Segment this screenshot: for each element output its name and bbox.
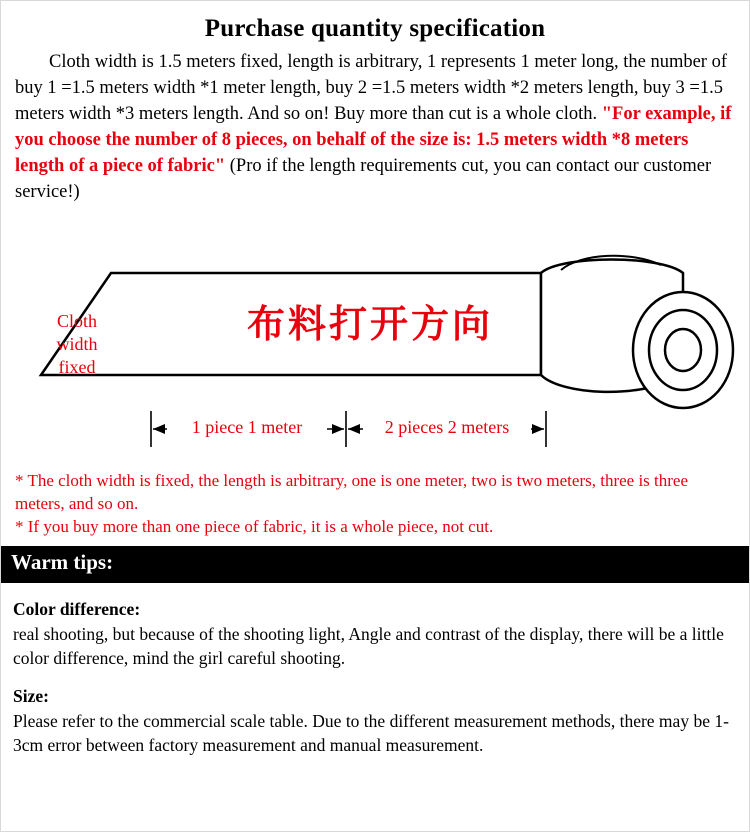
tip-body-color-difference: real shooting, but because of the shooting light, Angle and contrast of the display, there will be a little color difference, mind the girl careful shooting. <box>13 624 724 668</box>
note-line-2: * If you buy more than one piece of fabric, it is a whole piece, not cut. <box>15 517 494 536</box>
warm-tips-bar: Warm tips: <box>1 546 749 583</box>
intro-paragraph <box>1 49 749 205</box>
intro-text-part1: Cloth width is 1.5 meters fixed, length is arbitrary, 1 represents 1 meter long, the number of buy 1 =1.5 meters width *1 meter length, buy 2 =1.5 meters width *2 meters length, buy 3 =1.5 meters width *3 meters length. And so on! Buy more than cut is a whole cloth. <box>15 52 728 124</box>
cloth-width-line-1: Cloth <box>56 311 97 331</box>
page-title: Purchase quantity specification <box>204 15 546 42</box>
intro-text-part2: (Pro if the length requirements cut, you can contact our customer service!) <box>15 156 712 202</box>
tip-body-size: Please refer to the commercial scale table. Due to the different measurement methods, there may be 1-3cm error between factory measurement and manual measurement. <box>13 711 729 755</box>
measure-label-2: 2 pieces 2 meters <box>384 417 510 437</box>
arrow-left-2 <box>348 424 360 434</box>
arrow-right-2 <box>532 424 544 434</box>
intro-highlight: "For example, if you choose the number of 8 pieces, on behalf of the size is: 1.5 meters width *8 meters length of a piece of fabric" <box>15 104 732 176</box>
measure-label-1: 1 piece 1 meter <box>191 417 303 437</box>
cloth-width-line-2: width <box>56 334 98 354</box>
tips-spacer <box>13 670 737 684</box>
diagram-notes <box>1 465 749 538</box>
tip-heading-color-difference: Color difference: <box>13 599 141 619</box>
tips-section <box>1 583 749 757</box>
arrow-right-1 <box>332 424 344 434</box>
tip-heading-size: Size: <box>13 686 49 706</box>
roll-end-inner <box>665 329 701 371</box>
fabric-direction-label: 布料打开方向 <box>247 302 494 346</box>
fabric-roll-diagram <box>1 215 750 465</box>
cloth-width-label <box>27 310 127 379</box>
arrow-left-1 <box>153 424 165 434</box>
cloth-width-line-3: fixed <box>58 357 96 377</box>
tip-block-size <box>13 684 737 757</box>
tip-block-color-difference <box>13 597 737 670</box>
note-line-1: * The cloth width is fixed, the length is arbitrary, one is one meter, two is two meters, three is three meters, and so on. <box>15 471 689 513</box>
